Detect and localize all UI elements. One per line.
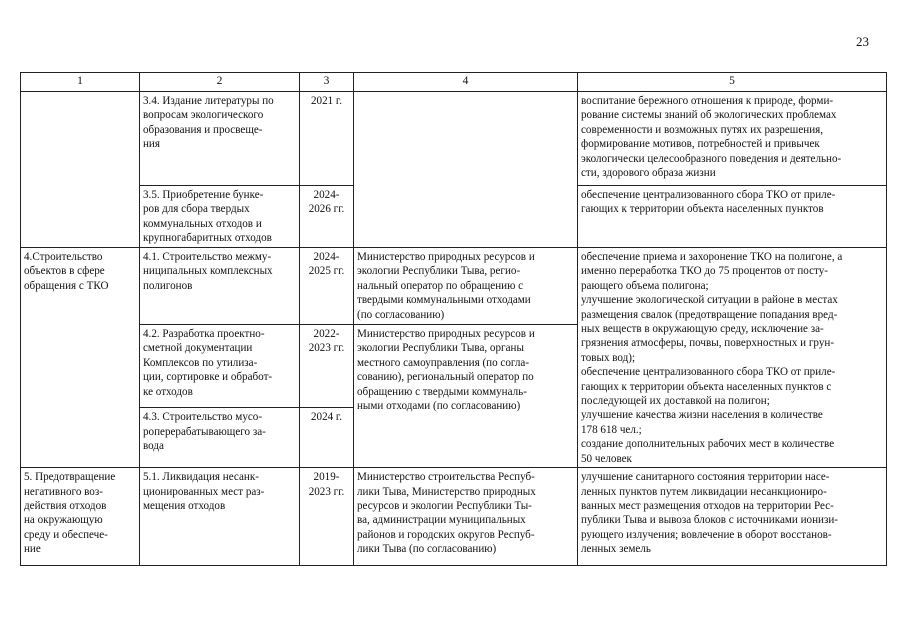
measure-5-1-executor: Министерство строительства Респуб- лики Тыва, Министерство природных ресурсов и экологии Республики Ты- ва, администрации муниципальных районов и городских округов Респуб- лики Тыва (по согласованию) — [354, 468, 578, 566]
section-4-result: обеспечение приема и захоронение ТКО на полигоне, а именно переработка ТКО до 75 процентов от посту- pающего объема полигона; улучшение экологической ситуации в районе в местах размещения свалок (предотвращение попадания вред- ных веществ в окружающую среду, исключение за- грязнения атмосферы, почвы, поверхностных и грун- товых вод); обеспечение централизованного сбора ТКО от приле- гающих к территории объекта населенных пунктов с последующей их доставкой на полигон; улучшение качества жизни населения в количестве 178 618 чел.; создание дополнительных рабочих мест в количестве 50 человек — [578, 248, 887, 468]
measure-3-4-period: 2021 г. — [300, 92, 354, 186]
header-col-5: 5 — [578, 73, 887, 92]
measure-4-1-executor: Министерство природных ресурсов и экологии Республики Тыва, регио- нальный оператор по обращению с твердыми коммунальными отходами (по согласованию) — [354, 248, 578, 325]
table-row — [21, 92, 887, 186]
measure-3-4-result: воспитание бережного отношения к природе, форми- рование системы знаний об экологических проблемах современности и возможных путях их разрешения, формирование мотивов, потребностей и привычек экологически целесообразного поведения и деятельно- сти, здорового образа жизни — [578, 92, 887, 186]
measure-5-1-text: 5.1. Ликвидация несанк- ционированных мест раз- мещения отходов — [140, 468, 300, 566]
section-4-title: 4.Строительство объектов в сфере обращения с ТКО — [21, 248, 140, 468]
section-3-executor — [354, 92, 578, 248]
section-5-title: 5. Предотвращение негативного воз- действия отходов на окружающую среду и обеспече- ние — [21, 468, 140, 566]
measure-3-4-text: 3.4. Издание литературы по вопросам экологического образования и просвеще- ния — [140, 92, 300, 186]
measure-4-2-executor: Министерство природных ресурсов и экологии Республики Тыва, органы местного самоуправления (по согла- сованию), региональный оператор по обращению с твердыми коммуналь- ными отходами (по согласованию) — [354, 325, 578, 468]
measure-5-1-period: 2019- 2023 гг. — [300, 468, 354, 566]
table-row — [21, 468, 887, 566]
section-3-cell — [21, 92, 140, 248]
header-col-2: 2 — [140, 73, 300, 92]
measure-4-1-period: 2024- 2025 гг. — [300, 248, 354, 325]
measure-3-5-period: 2024- 2026 гг. — [300, 186, 354, 248]
measure-3-5-text: 3.5. Приобретение бунке- ров для сбора твердых коммунальных отходов и крупногабаритных отходов — [140, 186, 300, 248]
measure-4-2-text: 4.2. Разработка проектно- сметной документации Комплексов по утилиза- ции, сортировке и обработ- ке отходов — [140, 325, 300, 408]
measure-4-3-text: 4.3. Строительство мусо- роперерабатывающего за- вода — [140, 408, 300, 468]
measure-3-5-result: обеспечение централизованного сбора ТКО от приле- гающих к территории объекта населенных пунктов — [578, 186, 887, 248]
measure-4-3-period: 2024 г. — [300, 408, 354, 468]
measure-4-2-period: 2022- 2023 гг. — [300, 325, 354, 408]
header-col-4: 4 — [354, 73, 578, 92]
measure-5-1-result: улучшение санитарного состояния территории насе- ленных пунктов путем ликвидации несанкциониро- ванных мест размещения отходов на территории Рес- публики Тыва и вывоза блоков с источниками ионизи- рующего излучения; вовлечение в оборот восстанов- ленных земель — [578, 468, 887, 566]
table-row — [21, 248, 887, 325]
table-header-row — [21, 73, 887, 92]
header-col-1: 1 — [21, 73, 140, 92]
measure-4-1-text: 4.1. Строительство межму- ниципальных комплексных полигонов — [140, 248, 300, 325]
page-number: 23 — [856, 34, 869, 49]
header-col-3: 3 — [300, 73, 354, 92]
measures-table — [20, 72, 887, 566]
